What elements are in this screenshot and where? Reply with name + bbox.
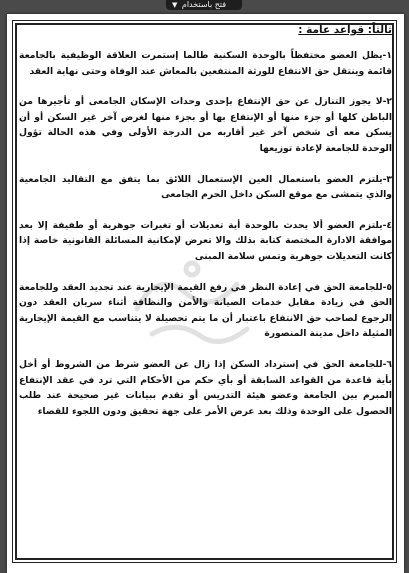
clause-2: ٢-لا يجوز التنازل عن حق الإنتفاع بإحدى وحدات الإسكان الجامعى أو تأجيرها من الباطن كلها أو جزء منها أو الإنتفاع بها أو بجزء منها لغرض آخر غير السكن أو أن يسكن معه أى شخص آخر غير أقاربه من الدرجة الأولى وفي هذه الحالة تؤول الوحدة للجامعة لإعادة توزيعها <box>19 96 392 154</box>
open-with-tab[interactable] <box>166 0 242 10</box>
document-body <box>19 24 392 434</box>
clause-1: ١-يظل العضو محتفظاً بالوحدة السكنية طالما إستمرت العلاقة الوظيفية بالجامعة قائمة وينتقل حق الانتفاع للورثة المنتفعين بالمعاش عند الوفاة وحتى نهاية العقد <box>19 50 392 77</box>
clause-6: ٦-للجامعة الحق في إسترداد السكن إذا زال عن العضو شرط من الشروط أو أخل بأية قاعدة من القواعد السابقة أو بأي حكم من الأحكام التي ترد في عقد الإنتفاع المبرم بين الجامعة وعضو هيئة التدريس أو تقدم ببيانات غير صحيحة عند طلب الحصول على الوحدة وذلك بعد عرض الأمر على جهة تحقيق ودون اللجوء للقضاء <box>19 358 392 417</box>
clause-4: ٤-يلتزم العضو ألا يحدث بالوحدة أية تعديلات أو تغيرات جوهرية أو طفيفة إلا بعد موافقة الادارة المختصة كتابة بذلك والا تعرض لإمكانية المسائلة القانونية خاصة إذا كانت التعديلات جوهرية وتمس سلامة المبنى <box>19 219 392 262</box>
chevron-down-icon[interactable]: ▼ <box>172 1 178 9</box>
clause-5: ٥-للجامعة الحق في إعادة النظر في رفع القيمة الإيجارية عند تجديد العقد وللجامعة الحق في زيادة مقابل خدمات الصيانة والأمن والنظافة أثناء سريان العقد دون الرجوع لصاحب حق الانتفاع باعتبار أن ما يتم تحصيلة لا يتناسب مع القيمة الإيجارية المثيلة داخل مدينة المنصورة <box>19 281 392 340</box>
open-with-label: فتح باستخدام <box>181 0 227 9</box>
document-page <box>7 14 404 573</box>
clause-3: ٣-يلتزم العضو باستعمال العين الإستعمال اللائق بما يتفق مع التقاليد الجامعية والذي يتمشى مع موقع السكن داخل الحرم الجامعى <box>19 173 392 201</box>
section-heading: ثالثاً: قواعد عامة : <box>298 24 392 36</box>
